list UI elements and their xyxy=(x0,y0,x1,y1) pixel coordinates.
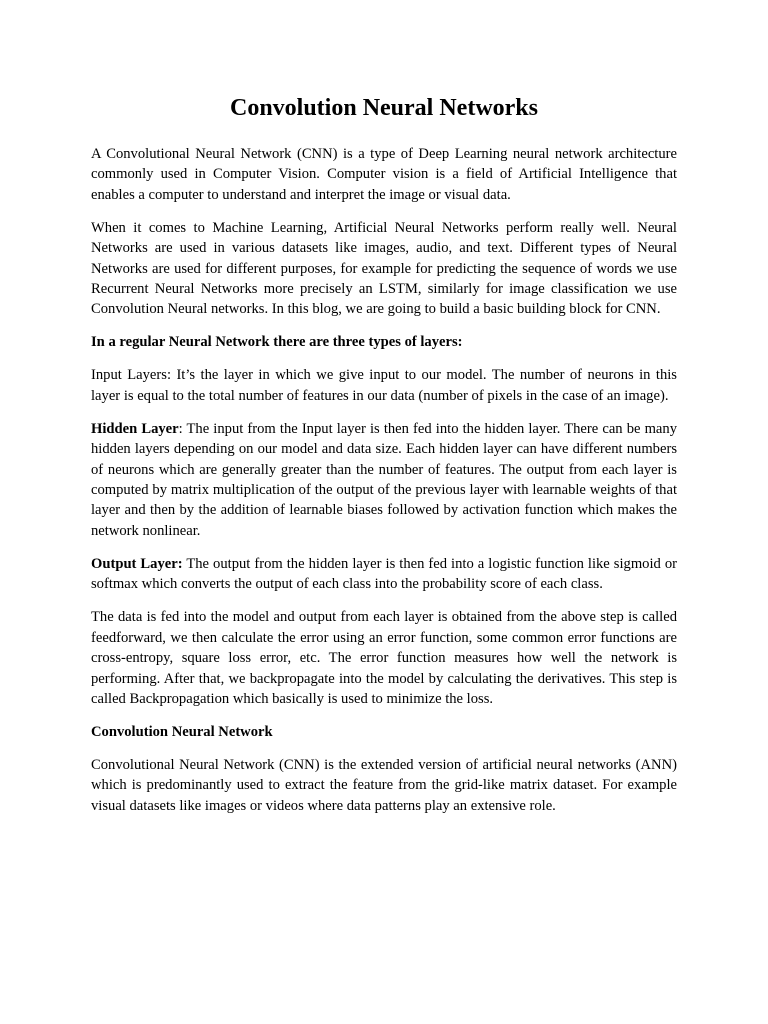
hidden-layer-text: : The input from the Input layer is then fed into the hidden layer. There can be many hidden layers depending on our model and data size. Each hidden layer can have different numbers of neurons which are generally greater than the number of features. The output from each layer is computed by matrix multiplication of the output of the previous layer with learnable weights of that layer and then by the addition of learnable biases followed by activation function which makes the network nonlinear. xyxy=(91,420,677,539)
feedforward-paragraph: The data is fed into the model and output from each layer is obtained from the above step is called feedforward, we then calculate the error using an error function, some common error functions are cross-entropy, square loss error, etc. The error function measures how well the network is performing. After that, we backpropagate into the model by calculating the derivatives. This step is called Backpropagation which basically is used to minimize the loss. xyxy=(91,609,677,707)
document-body xyxy=(91,90,677,829)
intro-paragraph: A Convolutional Neural Network (CNN) is a type of Deep Learning neural network architecture commonly used in Computer Vision. Computer vision is a field of Artificial Intelligence that enables a computer to understand and interpret the image or visual data. xyxy=(91,146,677,203)
layers-heading: In a regular Neural Network there are three types of layers: xyxy=(91,334,463,351)
output-layer-lead: Output Layer: xyxy=(91,555,183,572)
machine-learning-paragraph: When it comes to Machine Learning, Artificial Neural Networks perform really well. Neural Networks are used in various datasets like images, audio, and text. Different types of Neural Networks are used for different purposes, for example for predicting the sequence of words we use Recurrent Neural Networks more precisely an LSTM, similarly for image classification we use Convolution Neural networks. In this blog, we are going to build a basic building block for CNN. xyxy=(91,219,677,318)
cnn-paragraph: Convolutional Neural Network (CNN) is the extended version of artificial neural networks (ANN) which is predominantly used to extract the feature from the grid-like matrix dataset. For example visual datasets like images or videos where data patterns play an extensive role. xyxy=(91,756,677,814)
output-layer-text: The output from the hidden layer is then fed into a logistic function like sigmoid or softmax which converts the output of each class into the probability score of each class. xyxy=(91,555,678,593)
hidden-layer-lead: Hidden Layer xyxy=(91,420,179,437)
cnn-heading: Convolution Neural Network xyxy=(91,723,273,740)
input-layers-paragraph: Input Layers: It’s the layer in which we give input to our model. The number of neurons in this layer is equal to the total number of features in our data (number of pixels in the case of an image). xyxy=(91,367,677,404)
hidden-layer-paragraph xyxy=(91,419,677,541)
page-title: Convolution Neural Networks xyxy=(229,95,538,121)
output-layer-paragraph xyxy=(91,554,677,595)
